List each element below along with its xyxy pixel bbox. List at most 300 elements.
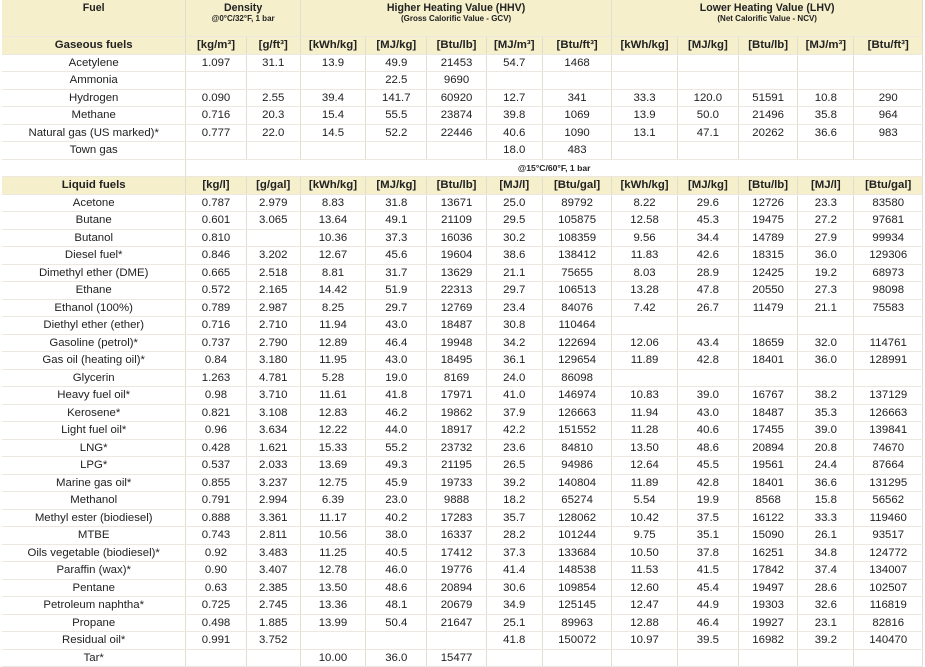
table-row-mtbe (2, 527, 923, 545)
value-cell: 87664 (854, 457, 923, 475)
value-cell: 38.6 (486, 247, 542, 265)
value-cell: 0.84 (186, 352, 246, 370)
value-cell: 26.1 (798, 527, 854, 545)
value-cell: 20550 (739, 282, 798, 300)
value-cell: 42.6 (677, 247, 738, 265)
table-row-ammonia (2, 72, 923, 90)
value-cell: 41.5 (677, 562, 738, 580)
value-cell: 18659 (739, 334, 798, 352)
value-cell: 1.621 (246, 439, 300, 457)
value-cell: 21.1 (798, 299, 854, 317)
value-cell: 45.9 (366, 474, 427, 492)
value-cell: 2.55 (246, 89, 300, 107)
value-cell: 14789 (739, 229, 798, 247)
value-cell: 39.2 (486, 474, 542, 492)
fuel-name-cell: Ethanol (100%) (2, 299, 186, 317)
value-cell: 140804 (542, 474, 612, 492)
table-row-paraffin-wax (2, 562, 923, 580)
value-cell: 138412 (542, 247, 612, 265)
value-cell: 37.8 (677, 544, 738, 562)
unit-header: [Btu/ft³] (854, 37, 923, 55)
fuel-name-cell: Butanol (2, 229, 186, 247)
value-cell: 119460 (854, 509, 923, 527)
value-cell: 51.9 (366, 282, 427, 300)
value-cell (186, 649, 246, 667)
value-cell: 10.50 (612, 544, 677, 562)
value-cell: 108359 (542, 229, 612, 247)
value-cell: 2.385 (246, 579, 300, 597)
value-cell: 38.2 (798, 387, 854, 405)
value-cell: 29.5 (486, 212, 542, 230)
value-cell (300, 142, 365, 160)
value-cell: 39.0 (677, 387, 738, 405)
value-cell: 89792 (542, 194, 612, 212)
table-row-butanol (2, 229, 923, 247)
value-cell (300, 72, 365, 90)
value-cell: 15090 (739, 527, 798, 545)
table-row-propane (2, 614, 923, 632)
value-cell: 151552 (542, 422, 612, 440)
value-cell: 19.0 (366, 369, 427, 387)
value-cell: 31.8 (366, 194, 427, 212)
value-cell: 38.0 (366, 527, 427, 545)
value-cell: 0.716 (186, 107, 246, 125)
value-cell: 40.5 (366, 544, 427, 562)
table-row-town-gas (2, 142, 923, 160)
value-cell: 5.28 (300, 369, 365, 387)
value-cell: 114761 (854, 334, 923, 352)
value-cell: 7.42 (612, 299, 677, 317)
unit-header: [Btu/ft³] (542, 37, 612, 55)
fuel-header-label: Fuel (82, 2, 105, 14)
value-cell: 102507 (854, 579, 923, 597)
fuel-name-cell: LPG* (2, 457, 186, 475)
fuel-name-cell: Methane (2, 107, 186, 125)
value-cell: 23.0 (366, 492, 427, 510)
value-cell: 55.5 (366, 107, 427, 125)
value-cell: 34.2 (486, 334, 542, 352)
value-cell: 18401 (739, 352, 798, 370)
value-cell: 8.81 (300, 264, 365, 282)
value-cell: 20894 (739, 439, 798, 457)
value-cell: 483 (542, 142, 612, 160)
table-row-lpg (2, 457, 923, 475)
value-cell: 122694 (542, 334, 612, 352)
value-cell (677, 369, 738, 387)
value-cell: 8.22 (612, 194, 677, 212)
value-cell (486, 649, 542, 667)
value-cell: 126663 (854, 404, 923, 422)
value-cell: 0.888 (186, 509, 246, 527)
value-cell: 19733 (427, 474, 486, 492)
value-cell: 19948 (427, 334, 486, 352)
value-cell: 48.6 (366, 579, 427, 597)
table-row-heavy-fuel-oil (2, 387, 923, 405)
liquid-section-label: Liquid fuels (2, 177, 186, 195)
value-cell: 8.83 (300, 194, 365, 212)
value-cell: 18487 (739, 404, 798, 422)
value-cell: 18487 (427, 317, 486, 335)
table-row-ethanol-100 (2, 299, 923, 317)
table-row-acetone (2, 194, 923, 212)
value-cell (798, 649, 854, 667)
value-cell: 13.50 (300, 579, 365, 597)
value-cell: 29.7 (486, 282, 542, 300)
value-cell: 129654 (542, 352, 612, 370)
value-cell: 1.263 (186, 369, 246, 387)
value-cell: 49.9 (366, 54, 427, 72)
value-cell: 49.1 (366, 212, 427, 230)
table-row-ethane (2, 282, 923, 300)
value-cell: 0.725 (186, 597, 246, 615)
value-cell: 22446 (427, 124, 486, 142)
col-header-hhv (300, 0, 612, 37)
value-cell: 26.5 (486, 457, 542, 475)
value-cell: 19303 (739, 597, 798, 615)
table-row-tar (2, 649, 923, 667)
table-row-dimethyl-ether-dme (2, 264, 923, 282)
unit-header: [kWh/kg] (612, 37, 677, 55)
value-cell: 42.8 (677, 352, 738, 370)
value-cell: 0.737 (186, 334, 246, 352)
table-row-residual-oil (2, 632, 923, 650)
value-cell: 137129 (854, 387, 923, 405)
value-cell (854, 369, 923, 387)
value-cell: 141.7 (366, 89, 427, 107)
unit-header: [kWh/kg] (612, 177, 677, 195)
gaseous-section-label: Gaseous fuels (2, 37, 186, 55)
value-cell: 68973 (854, 264, 923, 282)
value-cell: 18495 (427, 352, 486, 370)
value-cell: 36.0 (366, 649, 427, 667)
value-cell: 0.810 (186, 229, 246, 247)
value-cell: 74670 (854, 439, 923, 457)
value-cell: 14.5 (300, 124, 365, 142)
fuel-name-cell: Acetylene (2, 54, 186, 72)
value-cell: 0.991 (186, 632, 246, 650)
value-cell: 0.787 (186, 194, 246, 212)
value-cell: 13.9 (300, 54, 365, 72)
value-cell: 3.407 (246, 562, 300, 580)
density-header-sub: @0°C/32°F, 1 bar (211, 14, 275, 23)
value-cell (246, 229, 300, 247)
value-cell: 6.39 (300, 492, 365, 510)
conditions-note-row (2, 159, 923, 177)
value-cell: 0.572 (186, 282, 246, 300)
value-cell: 23732 (427, 439, 486, 457)
value-cell: 10.56 (300, 527, 365, 545)
value-cell: 41.0 (486, 387, 542, 405)
value-cell: 0.665 (186, 264, 246, 282)
value-cell: 12.60 (612, 579, 677, 597)
value-cell: 35.8 (798, 107, 854, 125)
value-cell: 0.90 (186, 562, 246, 580)
col-header-density (186, 0, 300, 37)
fuel-name-cell: Gasoline (petrol)* (2, 334, 186, 352)
value-cell: 0.791 (186, 492, 246, 510)
value-cell: 16036 (427, 229, 486, 247)
value-cell: 13629 (427, 264, 486, 282)
value-cell: 32.6 (798, 597, 854, 615)
fuel-name-cell: Marine gas oil* (2, 474, 186, 492)
value-cell: 42.8 (677, 474, 738, 492)
value-cell: 8.25 (300, 299, 365, 317)
value-cell: 16767 (739, 387, 798, 405)
value-cell: 8568 (739, 492, 798, 510)
value-cell: 17842 (739, 562, 798, 580)
unit-header: [kg/l] (186, 177, 246, 195)
liquid-fuels-section (2, 159, 923, 667)
value-cell: 54.7 (486, 54, 542, 72)
value-cell: 84076 (542, 299, 612, 317)
value-cell (739, 369, 798, 387)
value-cell (854, 72, 923, 90)
value-cell: 1.885 (246, 614, 300, 632)
value-cell: 37.4 (798, 562, 854, 580)
value-cell: 12.89 (300, 334, 365, 352)
value-cell: 18917 (427, 422, 486, 440)
value-cell: 37.5 (677, 509, 738, 527)
unit-header: [Btu/lb] (739, 37, 798, 55)
unit-header: [MJ/kg] (677, 37, 738, 55)
value-cell: 15.33 (300, 439, 365, 457)
value-cell: 3.065 (246, 212, 300, 230)
value-cell: 1468 (542, 54, 612, 72)
col-header-lhv (612, 0, 923, 37)
value-cell: 11.94 (300, 317, 365, 335)
table-row-diethyl-ether-ether (2, 317, 923, 335)
value-cell: 23.4 (486, 299, 542, 317)
value-cell: 44.0 (366, 422, 427, 440)
value-cell: 150072 (542, 632, 612, 650)
value-cell: 17971 (427, 387, 486, 405)
value-cell: 5.54 (612, 492, 677, 510)
value-cell: 2.710 (246, 317, 300, 335)
value-cell: 11.95 (300, 352, 365, 370)
value-cell: 39.8 (486, 107, 542, 125)
value-cell: 2.033 (246, 457, 300, 475)
unit-header: [g/gal] (246, 177, 300, 195)
value-cell: 41.4 (486, 562, 542, 580)
table-row-kerosene (2, 404, 923, 422)
value-cell: 16982 (739, 632, 798, 650)
value-cell: 21.1 (486, 264, 542, 282)
value-cell: 12.78 (300, 562, 365, 580)
value-cell (739, 142, 798, 160)
table-row-methanol (2, 492, 923, 510)
value-cell (677, 649, 738, 667)
unit-header: [kg/m³] (186, 37, 246, 55)
value-cell: 10.42 (612, 509, 677, 527)
value-cell (427, 142, 486, 160)
value-cell: 31.1 (246, 54, 300, 72)
value-cell: 0.090 (186, 89, 246, 107)
value-cell: 60920 (427, 89, 486, 107)
value-cell (739, 72, 798, 90)
value-cell: 12769 (427, 299, 486, 317)
value-cell: 128991 (854, 352, 923, 370)
value-cell: 3.634 (246, 422, 300, 440)
value-cell (798, 369, 854, 387)
value-cell: 2.979 (246, 194, 300, 212)
value-cell: 19.2 (798, 264, 854, 282)
value-cell (798, 72, 854, 90)
value-cell (739, 54, 798, 72)
value-cell: 35.1 (677, 527, 738, 545)
table-row-butane (2, 212, 923, 230)
value-cell: 46.2 (366, 404, 427, 422)
value-cell: 44.9 (677, 597, 738, 615)
value-cell: 9.56 (612, 229, 677, 247)
value-cell: 31.7 (366, 264, 427, 282)
value-cell: 46.0 (366, 562, 427, 580)
value-cell: 12.7 (486, 89, 542, 107)
value-cell: 13.28 (612, 282, 677, 300)
value-cell: 23.3 (798, 194, 854, 212)
value-cell: 10.36 (300, 229, 365, 247)
value-cell (486, 72, 542, 90)
value-cell: 131295 (854, 474, 923, 492)
value-cell: 75583 (854, 299, 923, 317)
value-cell (612, 72, 677, 90)
fuel-name-cell: Town gas (2, 142, 186, 160)
value-cell: 12.75 (300, 474, 365, 492)
value-cell: 11.83 (612, 247, 677, 265)
value-cell: 133684 (542, 544, 612, 562)
value-cell: 3.180 (246, 352, 300, 370)
value-cell: 99934 (854, 229, 923, 247)
value-cell: 110464 (542, 317, 612, 335)
value-cell: 25.0 (486, 194, 542, 212)
value-cell: 11.61 (300, 387, 365, 405)
value-cell: 12.67 (300, 247, 365, 265)
fuel-name-cell: Natural gas (US marked)* (2, 124, 186, 142)
value-cell: 34.9 (486, 597, 542, 615)
value-cell: 21647 (427, 614, 486, 632)
value-cell: 40.6 (486, 124, 542, 142)
value-cell: 26.7 (677, 299, 738, 317)
table-row-petroleum-naphtha (2, 597, 923, 615)
value-cell: 37.3 (486, 544, 542, 562)
value-cell: 65274 (542, 492, 612, 510)
value-cell: 43.0 (366, 317, 427, 335)
hhv-header-sub: (Gross Calorific Value - GCV) (400, 14, 512, 23)
value-cell: 11.89 (612, 474, 677, 492)
value-cell: 39.0 (798, 422, 854, 440)
value-cell: 3.108 (246, 404, 300, 422)
value-cell: 20679 (427, 597, 486, 615)
value-cell: 45.4 (677, 579, 738, 597)
value-cell: 30.8 (486, 317, 542, 335)
value-cell: 0.716 (186, 317, 246, 335)
value-cell: 0.855 (186, 474, 246, 492)
value-cell: 94986 (542, 457, 612, 475)
value-cell: 2.745 (246, 597, 300, 615)
value-cell (542, 649, 612, 667)
value-cell: 16251 (739, 544, 798, 562)
value-cell: 17412 (427, 544, 486, 562)
value-cell: 32.0 (798, 334, 854, 352)
value-cell: 129306 (854, 247, 923, 265)
value-cell: 52.2 (366, 124, 427, 142)
value-cell: 0.789 (186, 299, 246, 317)
value-cell: 35.3 (798, 404, 854, 422)
value-cell (677, 142, 738, 160)
table-row-acetylene (2, 54, 923, 72)
value-cell: 19604 (427, 247, 486, 265)
value-cell: 140470 (854, 632, 923, 650)
fuel-name-cell: Paraffin (wax)* (2, 562, 186, 580)
value-cell: 0.743 (186, 527, 246, 545)
value-cell: 11.89 (612, 352, 677, 370)
value-cell: 964 (854, 107, 923, 125)
value-cell: 42.2 (486, 422, 542, 440)
gaseous-fuels-section (2, 37, 923, 160)
value-cell: 23.6 (486, 439, 542, 457)
value-cell: 0.428 (186, 439, 246, 457)
value-cell: 124772 (854, 544, 923, 562)
value-cell: 13.36 (300, 597, 365, 615)
value-cell: 11479 (739, 299, 798, 317)
lhv-header-sub: (Net Calorific Value - NCV) (717, 14, 817, 23)
fuel-name-cell: Methanol (2, 492, 186, 510)
value-cell: 2.811 (246, 527, 300, 545)
value-cell: 3.202 (246, 247, 300, 265)
value-cell: 37.3 (366, 229, 427, 247)
value-cell: 35.7 (486, 509, 542, 527)
value-cell: 0.821 (186, 404, 246, 422)
value-cell: 125145 (542, 597, 612, 615)
value-cell: 12.58 (612, 212, 677, 230)
value-cell: 21496 (739, 107, 798, 125)
value-cell: 13.99 (300, 614, 365, 632)
value-cell: 20262 (739, 124, 798, 142)
value-cell: 15477 (427, 649, 486, 667)
value-cell: 3.237 (246, 474, 300, 492)
fuel-name-cell: Gas oil (heating oil)* (2, 352, 186, 370)
value-cell: 34.8 (798, 544, 854, 562)
value-cell: 24.4 (798, 457, 854, 475)
value-cell: 30.2 (486, 229, 542, 247)
value-cell (854, 649, 923, 667)
value-cell: 28.2 (486, 527, 542, 545)
fuel-name-cell: Kerosene* (2, 404, 186, 422)
value-cell: 56562 (854, 492, 923, 510)
value-cell: 86098 (542, 369, 612, 387)
density-header-label: Density (223, 2, 263, 14)
value-cell: 146974 (542, 387, 612, 405)
value-cell: 18.0 (486, 142, 542, 160)
value-cell: 46.4 (366, 334, 427, 352)
table-row-lng (2, 439, 923, 457)
value-cell: 21453 (427, 54, 486, 72)
value-cell: 50.4 (366, 614, 427, 632)
value-cell: 21195 (427, 457, 486, 475)
value-cell: 39.2 (798, 632, 854, 650)
fuel-name-cell: MTBE (2, 527, 186, 545)
value-cell: 47.1 (677, 124, 738, 142)
value-cell (300, 632, 365, 650)
fuel-name-cell: Acetone (2, 194, 186, 212)
value-cell: 20.8 (798, 439, 854, 457)
table-row-marine-gas-oil (2, 474, 923, 492)
value-cell: 30.6 (486, 579, 542, 597)
value-cell (246, 142, 300, 160)
value-cell: 39.4 (300, 89, 365, 107)
value-cell: 11.17 (300, 509, 365, 527)
table-row-oils-vegetable-biodiesel (2, 544, 923, 562)
col-header-fuel (2, 0, 186, 37)
